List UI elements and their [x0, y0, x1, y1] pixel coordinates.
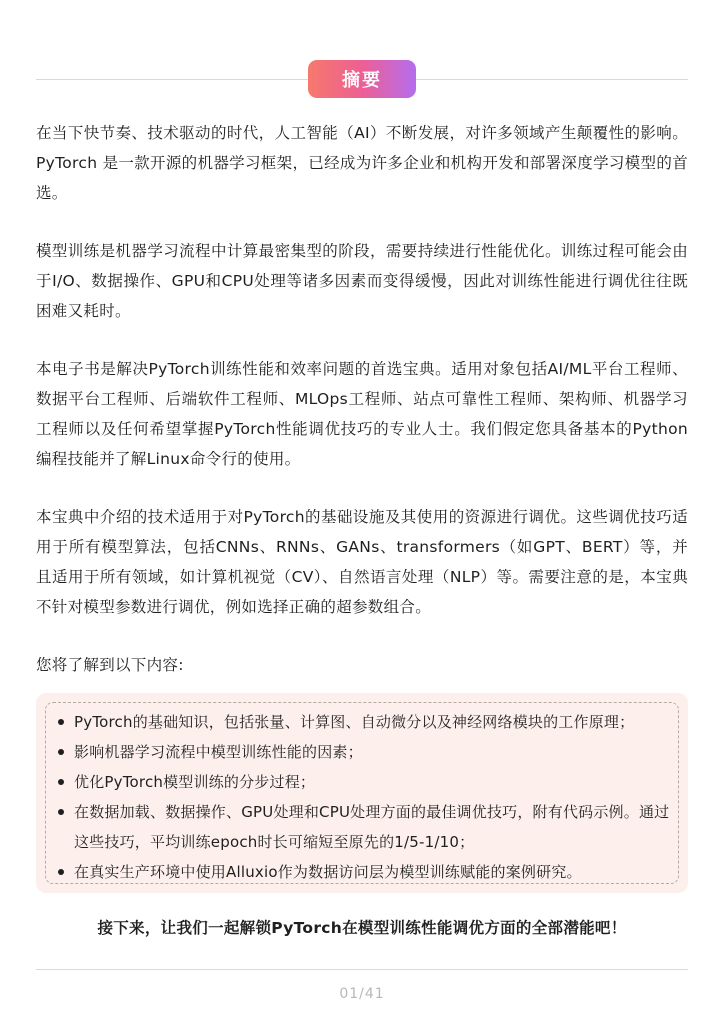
- bullet-icon: [58, 779, 64, 785]
- learning-points-box: [36, 693, 688, 893]
- bullet-icon: [58, 719, 64, 725]
- closing-statement: 接下来，让我们一起解锁PyTorch在模型训练性能调优方面的全部潜能吧！: [97, 919, 627, 937]
- list-item-text: PyTorch的基础知识，包括张量、计算图、自动微分以及神经网络模块的工作原理；: [74, 713, 635, 731]
- list-intro: 您将了解到以下内容:: [36, 656, 184, 674]
- paragraph-scope: 本宝典中介绍的技术适用于对PyTorch的基础设施及其使用的资源进行调优。这些调优技巧适用于所有模型算法，包括CNNs、RNNs、GANs、transformers（如GPT、BERT）等，并且适用于所有领域，如计算机视觉（CV）、自然语言处理（NLP）等。需要注意的是，本宝典不针对模型参数进行调优，例如选择正确的超参数组合。: [36, 508, 688, 616]
- paragraph-training: 模型训练是机器学习流程中计算最密集型的阶段，需要持续进行性能优化。训练过程可能会由于I/O、数据操作、GPU和CPU处理等诸多因素而变得缓慢，因此对训练性能进行调优往往既困难又耗时。: [36, 242, 688, 320]
- page-number: 01/41: [339, 986, 385, 1002]
- paragraph-intro: 在当下快节奏、技术驱动的时代，人工智能（AI）不断发展，对许多领域产生颠覆性的影响。PyTorch 是一款开源的机器学习框架，已经成为许多企业和机构开发和部署深度学习模型的首选。: [36, 124, 688, 202]
- list-item-text: 在数据加载、数据操作、GPU处理和CPU处理方面的最佳调优技巧，附有代码示例。通过这些技巧，平均训练epoch时长可缩短至原先的1/5-1/10；: [74, 803, 670, 851]
- list-item-text: 在真实生产环境中使用Alluxio作为数据访问层为模型训练赋能的案例研究。: [74, 863, 582, 881]
- list-item: [58, 797, 670, 857]
- section-title-badge: [308, 60, 416, 98]
- list-item: [58, 737, 670, 767]
- list-item: [58, 857, 670, 887]
- section-title: 摘要: [342, 70, 382, 91]
- learning-points-frame: [45, 702, 679, 884]
- list-item: [58, 707, 670, 737]
- list-item-text: 优化PyTorch模型训练的分步过程；: [74, 773, 316, 791]
- bullet-icon: [58, 749, 64, 755]
- footer-divider: [36, 969, 688, 970]
- list-item: [58, 767, 670, 797]
- bullet-icon: [58, 869, 64, 875]
- abstract-body: [36, 118, 688, 694]
- learning-points-list: [58, 707, 670, 887]
- paragraph-audience: 本电子书是解决PyTorch训练性能和效率问题的首选宝典。适用对象包括AI/ML平台工程师、数据平台工程师、后端软件工程师、MLOps工程师、站点可靠性工程师、架构师、机器学习工程师以及任何希望掌握PyTorch性能调优技巧的专业人士。我们假定您具备基本的Python编程技能并了解Linux命令行的使用。: [36, 360, 688, 468]
- bullet-icon: [58, 809, 64, 815]
- list-item-text: 影响机器学习流程中模型训练性能的因素；: [74, 743, 363, 761]
